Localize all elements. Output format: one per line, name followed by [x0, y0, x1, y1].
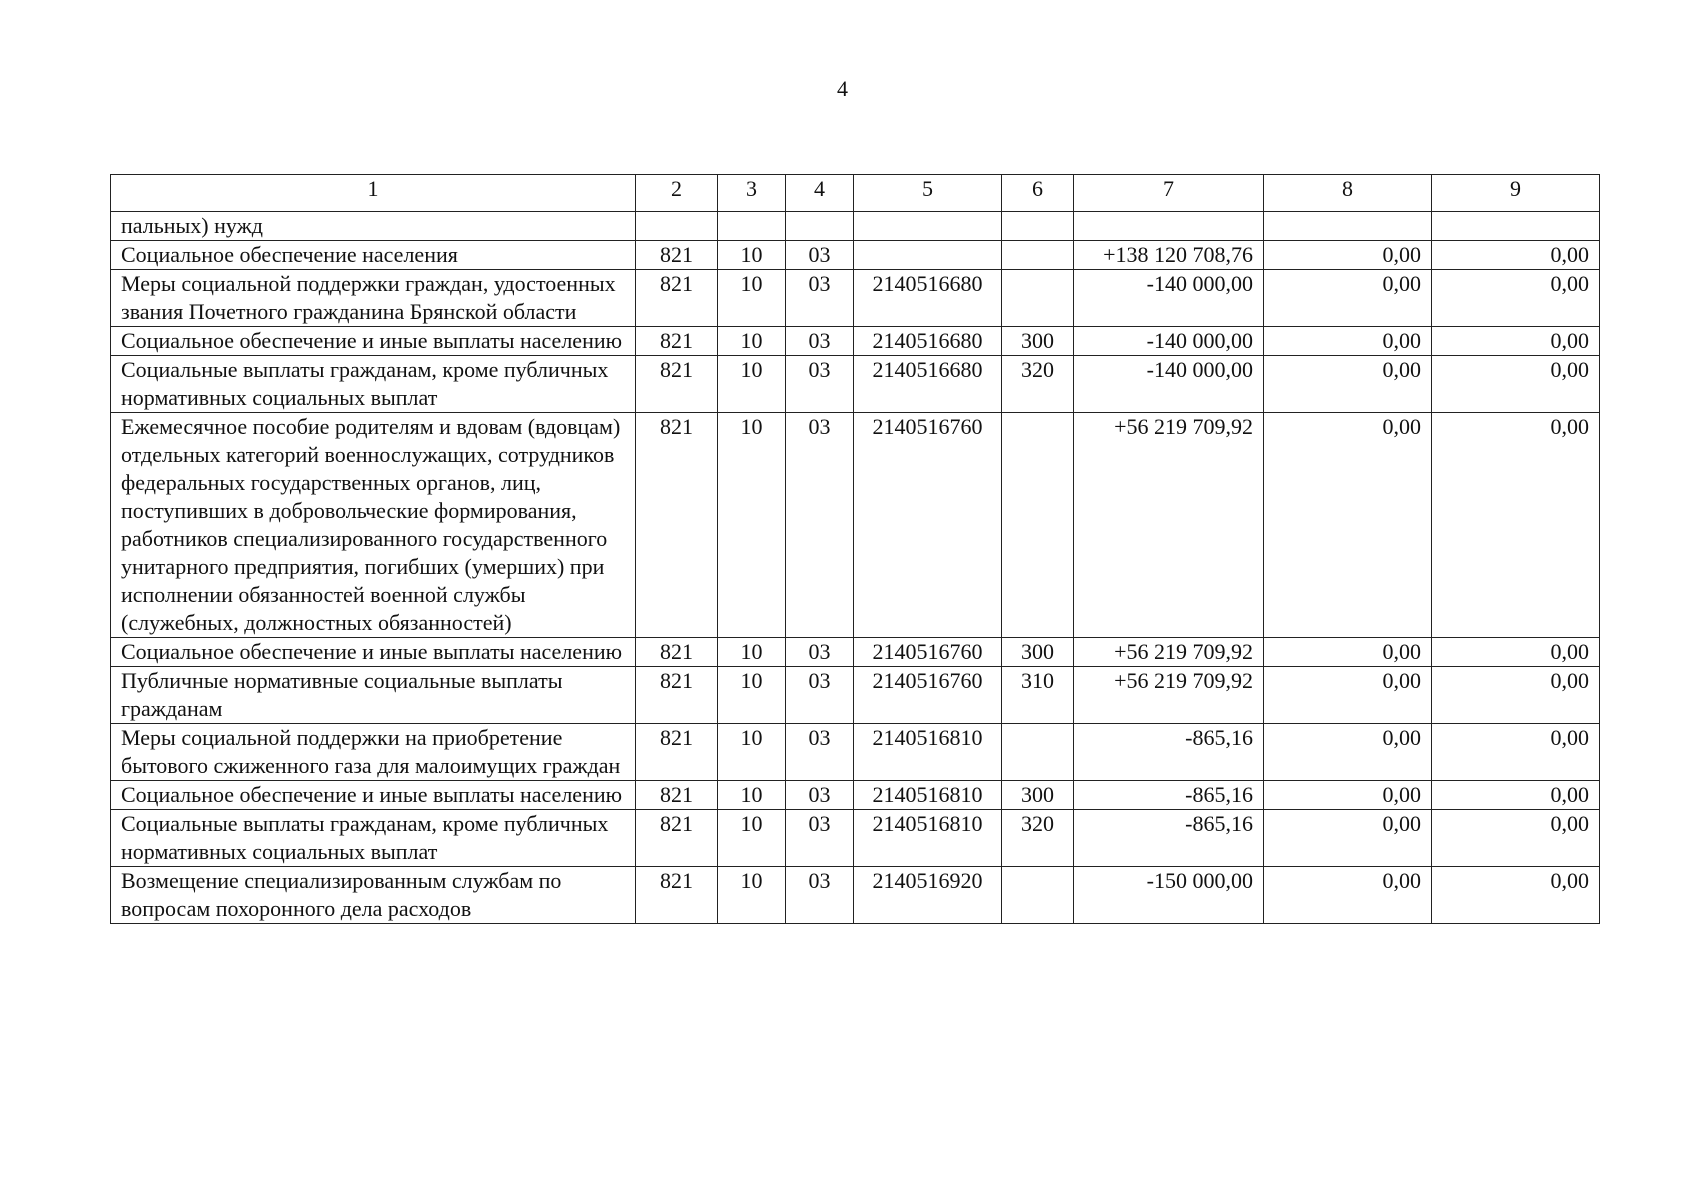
table-cell: 2140516680 — [854, 327, 1002, 356]
table-cell: 821 — [636, 667, 718, 724]
table-cell: 0,00 — [1264, 356, 1432, 413]
table-cell: 03 — [786, 667, 854, 724]
table-cell — [1002, 867, 1074, 924]
table-cell — [718, 212, 786, 241]
table-cell: 10 — [718, 724, 786, 781]
table-row — [111, 356, 1600, 413]
table-cell: 300 — [1002, 638, 1074, 667]
column-header: 7 — [1074, 175, 1264, 212]
table-cell: 2140516760 — [854, 638, 1002, 667]
table-cell — [1002, 724, 1074, 781]
table-row — [111, 667, 1600, 724]
table-cell: 821 — [636, 867, 718, 924]
table-cell — [1002, 413, 1074, 638]
row-description-cell: Ежемесячное пособие родителям и вдовам (вдовцам) отдельных категорий военнослужащих, сотрудников федеральных государственных органов, лиц, поступивших в добровольческие формирования, работников специализированного государственного унитарного предприятия, погибших (умерших) при исполнении обязанностей военной службы (служебных, должностных обязанностей) — [111, 413, 636, 638]
table-cell: 10 — [718, 667, 786, 724]
table-cell: 300 — [1002, 327, 1074, 356]
table-row — [111, 212, 1600, 241]
table-cell: 0,00 — [1432, 270, 1600, 327]
table-cell: 0,00 — [1432, 241, 1600, 270]
table-cell — [1002, 270, 1074, 327]
table-row — [111, 867, 1600, 924]
table-cell — [854, 241, 1002, 270]
table-cell — [636, 212, 718, 241]
column-header: 8 — [1264, 175, 1432, 212]
table-row — [111, 270, 1600, 327]
table-cell: 0,00 — [1264, 413, 1432, 638]
table-cell: 0,00 — [1264, 270, 1432, 327]
table-cell: 03 — [786, 724, 854, 781]
table-cell: -150 000,00 — [1074, 867, 1264, 924]
table-cell: +56 219 709,92 — [1074, 638, 1264, 667]
table-cell: 10 — [718, 356, 786, 413]
table-cell: 10 — [718, 413, 786, 638]
table-cell: 2140516810 — [854, 724, 1002, 781]
row-description-cell: Меры социальной поддержки на приобретение бытового сжиженного газа для малоимущих граждан — [111, 724, 636, 781]
column-header: 9 — [1432, 175, 1600, 212]
table-cell: 10 — [718, 810, 786, 867]
table-row — [111, 638, 1600, 667]
table-cell — [854, 212, 1002, 241]
row-description-cell: Социальное обеспечение населения — [111, 241, 636, 270]
table-cell: 300 — [1002, 781, 1074, 810]
table-cell: 03 — [786, 638, 854, 667]
table-cell: 03 — [786, 867, 854, 924]
table-cell — [1264, 212, 1432, 241]
table-cell: -865,16 — [1074, 781, 1264, 810]
column-header: 6 — [1002, 175, 1074, 212]
column-header: 5 — [854, 175, 1002, 212]
page-number: 4 — [837, 76, 848, 101]
table-cell: 0,00 — [1432, 724, 1600, 781]
table-cell: 320 — [1002, 356, 1074, 413]
row-description-cell: Социальное обеспечение и иные выплаты населению — [111, 781, 636, 810]
table-cell: 821 — [636, 327, 718, 356]
row-description-cell: пальных) нужд — [111, 212, 636, 241]
row-description-cell: Социальное обеспечение и иные выплаты населению — [111, 638, 636, 667]
table-row — [111, 810, 1600, 867]
table-cell: 2140516760 — [854, 667, 1002, 724]
table-cell: 821 — [636, 810, 718, 867]
row-description-cell: Публичные нормативные социальные выплаты гражданам — [111, 667, 636, 724]
table-cell — [786, 212, 854, 241]
table-cell: -140 000,00 — [1074, 270, 1264, 327]
column-header: 3 — [718, 175, 786, 212]
table-cell: 03 — [786, 241, 854, 270]
table-cell: 0,00 — [1432, 810, 1600, 867]
column-header: 2 — [636, 175, 718, 212]
table-cell: 0,00 — [1264, 241, 1432, 270]
table-body — [111, 212, 1600, 924]
table-cell: 2140516810 — [854, 810, 1002, 867]
table-cell: 0,00 — [1264, 638, 1432, 667]
table-cell: 03 — [786, 810, 854, 867]
table-cell: 0,00 — [1264, 867, 1432, 924]
row-description-cell: Меры социальной поддержки граждан, удостоенных звания Почетного гражданина Брянской области — [111, 270, 636, 327]
table-row — [111, 327, 1600, 356]
table-cell: +56 219 709,92 — [1074, 413, 1264, 638]
table-cell: +56 219 709,92 — [1074, 667, 1264, 724]
table-cell: -140 000,00 — [1074, 327, 1264, 356]
table-cell: -865,16 — [1074, 810, 1264, 867]
table-cell: 03 — [786, 413, 854, 638]
table-cell: 2140516920 — [854, 867, 1002, 924]
table-cell: 821 — [636, 413, 718, 638]
table-cell: 821 — [636, 241, 718, 270]
table-cell — [1002, 212, 1074, 241]
table-row — [111, 413, 1600, 638]
table-cell: -865,16 — [1074, 724, 1264, 781]
table-cell: 821 — [636, 724, 718, 781]
table-row — [111, 781, 1600, 810]
table-cell: 821 — [636, 356, 718, 413]
table-cell: 821 — [636, 781, 718, 810]
table-cell — [1002, 241, 1074, 270]
table-cell: 0,00 — [1432, 356, 1600, 413]
table-cell: 0,00 — [1432, 867, 1600, 924]
table-cell: 10 — [718, 867, 786, 924]
table-cell — [1074, 212, 1264, 241]
table-cell: 10 — [718, 241, 786, 270]
table-cell: 03 — [786, 327, 854, 356]
table-cell: 821 — [636, 638, 718, 667]
row-description-cell: Социальные выплаты гражданам, кроме публичных нормативных социальных выплат — [111, 810, 636, 867]
table-cell: 2140516680 — [854, 356, 1002, 413]
table-row — [111, 241, 1600, 270]
table-cell: 10 — [718, 781, 786, 810]
table-cell: 10 — [718, 270, 786, 327]
table-cell: 0,00 — [1432, 413, 1600, 638]
table-cell: 03 — [786, 270, 854, 327]
table-cell: 0,00 — [1432, 781, 1600, 810]
table-cell: 03 — [786, 356, 854, 413]
table-cell: 310 — [1002, 667, 1074, 724]
table-cell: 0,00 — [1264, 781, 1432, 810]
table-cell — [1432, 212, 1600, 241]
table-cell: 2140516810 — [854, 781, 1002, 810]
table-cell: 2140516680 — [854, 270, 1002, 327]
row-description-cell: Возмещение специализированным службам по вопросам похоронного дела расходов — [111, 867, 636, 924]
table-cell: 0,00 — [1264, 327, 1432, 356]
column-header: 1 — [111, 175, 636, 212]
table-row — [111, 724, 1600, 781]
table-cell: +138 120 708,76 — [1074, 241, 1264, 270]
column-header: 4 — [786, 175, 854, 212]
table-cell: -140 000,00 — [1074, 356, 1264, 413]
table-cell: 2140516760 — [854, 413, 1002, 638]
table-cell: 10 — [718, 327, 786, 356]
table-header-row — [111, 175, 1600, 212]
row-description-cell: Социальное обеспечение и иные выплаты населению — [111, 327, 636, 356]
table-cell: 03 — [786, 781, 854, 810]
table-cell: 320 — [1002, 810, 1074, 867]
table-cell: 10 — [718, 638, 786, 667]
table-cell: 821 — [636, 270, 718, 327]
budget-table — [110, 174, 1600, 924]
table-cell: 0,00 — [1432, 638, 1600, 667]
table-cell: 0,00 — [1264, 667, 1432, 724]
table-cell: 0,00 — [1432, 667, 1600, 724]
table-cell: 0,00 — [1264, 724, 1432, 781]
table-cell: 0,00 — [1432, 327, 1600, 356]
table-cell: 0,00 — [1264, 810, 1432, 867]
row-description-cell: Социальные выплаты гражданам, кроме публичных нормативных социальных выплат — [111, 356, 636, 413]
